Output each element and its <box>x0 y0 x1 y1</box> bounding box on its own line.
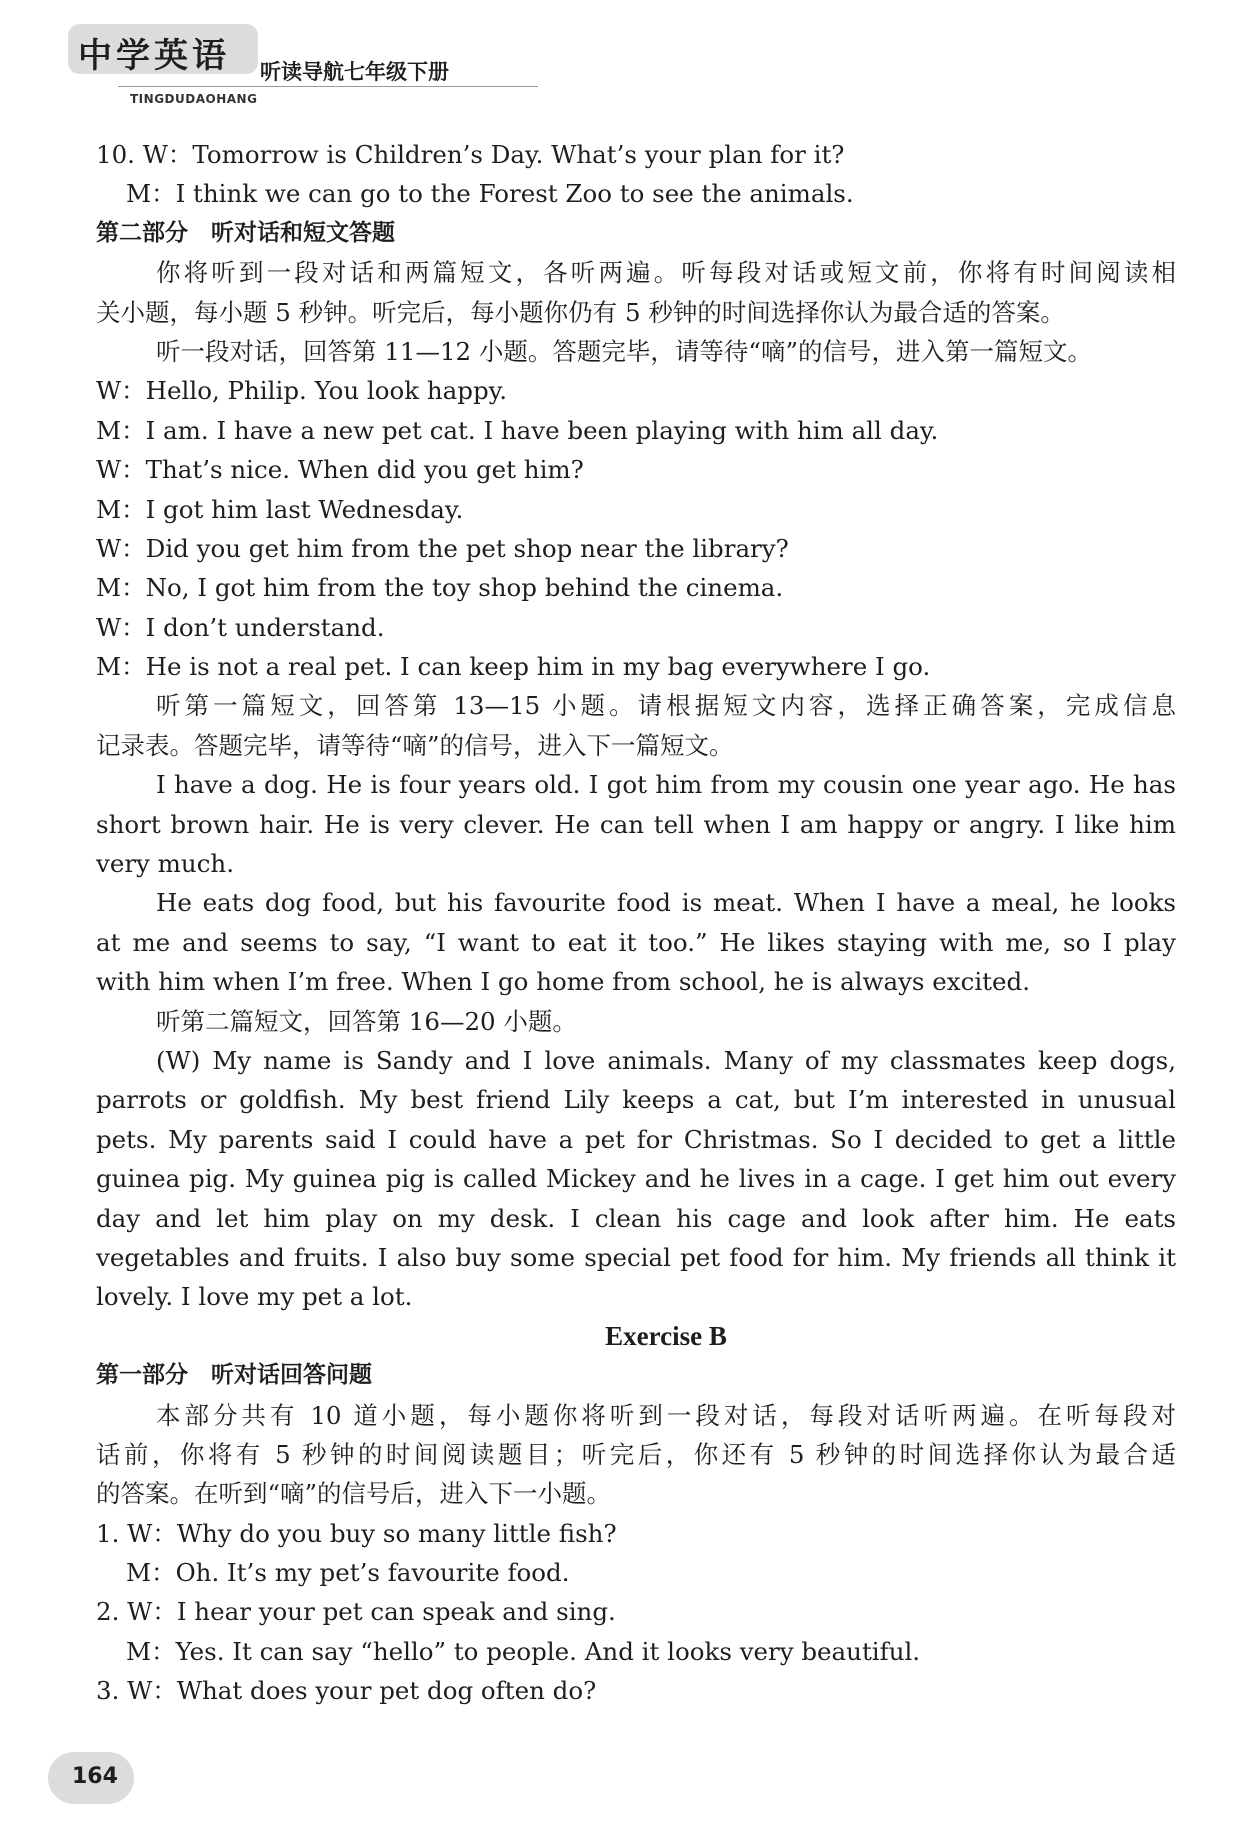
header-pinyin: TINGDUDAOHANG <box>130 92 258 106</box>
text-line: lovely. I love my pet a lot. <box>96 1282 413 1312</box>
text-line: 你将听到一段对话和两篇短文，各听两遍。听每段对话或短文前，你将有时间阅读相 <box>156 258 1176 288</box>
dialogue-line: M：Oh. It’s my pet’s favourite food. <box>126 1558 570 1588</box>
text-line: 本部分共有 10 道小题，每小题你将听到一段对话，每段对话听两遍。在听每段对 <box>156 1400 1176 1430</box>
text-line: with him when I’m free. When I go home from school, he is always excited. <box>96 967 1030 997</box>
page-number-badge <box>48 1752 134 1804</box>
dialogue-line: M：No, I got him from the toy shop behind the cinema. <box>96 573 784 603</box>
text-line: 话前，你将有 5 秒钟的时间阅读题目；听完后，你还有 5 秒钟的时间选择你认为最合适 <box>96 1439 1176 1469</box>
text-line: 10. W：Tomorrow is Children’s Day. What’s your plan for it? <box>96 140 845 169</box>
book-subtitle: 听读导航七年级下册 <box>260 60 449 84</box>
text-line: 听一段对话，回答第 11—12 小题。答题完毕，请等待“嘀”的信号，进入第一篇短文。 <box>156 336 1092 366</box>
brand-title: 中学英语 <box>78 36 230 76</box>
brand-badge <box>68 24 258 74</box>
text-line: I have a dog. He is four years old. I got him from my cousin one year ago. He has <box>156 770 1176 800</box>
dialogue-line: W：That’s nice. When did you get him? <box>96 455 584 485</box>
text-line: very much. <box>96 849 234 879</box>
dialogue-line: 3. W：What does your pet dog often do? <box>96 1676 597 1706</box>
dialogue-line: M：I am. I have a new pet cat. I have been playing with him all day. <box>96 415 939 445</box>
dialogue-line: 2. W：I hear your pet can speak and sing. <box>96 1597 616 1627</box>
text-line: 关小题，每小题 5 秒钟。听完后，每小题你仍有 5 秒钟的时间选择你认为最合适的答案。 <box>96 297 1065 327</box>
text-line: short brown hair. He is very clever. He can tell when I am happy or angry. I like him <box>96 809 1176 839</box>
text-line: day and let him play on my desk. I clean his cage and look after him. He eats <box>96 1203 1176 1233</box>
dialogue-line: M：I got him last Wednesday. <box>96 494 464 524</box>
dialogue-line: M：He is not a real pet. I can keep him in my bag everywhere I go. <box>96 652 931 682</box>
page-body <box>96 135 1176 1711</box>
text-line: at me and seems to say, “I want to eat it too.” He likes staying with me, so I play <box>96 927 1176 957</box>
text-line: 听第二篇短文，回答第 16—20 小题。 <box>156 1006 577 1036</box>
text-line: vegetables and fruits. I also buy some special pet food for him. My friends all think it <box>96 1242 1176 1272</box>
text-line: parrots or goldfish. My best friend Lily keeps a cat, but I’m interested in unusual <box>96 1085 1176 1115</box>
text-line: (W) My name is Sandy and I love animals. Many of my classmates keep dogs, <box>156 1045 1176 1075</box>
text-line: He eats dog food, but his favourite food is meat. When I have a meal, he looks <box>156 888 1176 918</box>
text-line: 的答案。在听到“嘀”的信号后，进入下一小题。 <box>96 1479 612 1509</box>
dialogue-line: M：Yes. It can say “hello” to people. And it looks very beautiful. <box>126 1636 921 1666</box>
section-heading: 第二部分 听对话和短文答题 <box>96 219 395 246</box>
dialogue-line: W：Did you get him from the pet shop near the library? <box>96 533 789 563</box>
dialogue-line: 1. W：Why do you buy so many little fish? <box>96 1518 617 1548</box>
text-line: guinea pig. My guinea pig is called Mickey and he lives in a cage. I get him out every <box>96 1164 1176 1194</box>
header-rule <box>118 86 538 87</box>
section-heading: 第一部分 听对话回答问题 <box>96 1362 372 1389</box>
text-line: 记录表。答题完毕，请等待“嘀”的信号，进入下一篇短文。 <box>96 730 734 760</box>
exercise-title: Exercise B <box>605 1320 727 1351</box>
dialogue-line: W：Hello, Philip. You look happy. <box>96 376 508 406</box>
running-header <box>68 24 588 114</box>
text-line: M：I think we can go to the Forest Zoo to see the animals. <box>126 179 854 209</box>
text-line: 听第一篇短文，回答第 13—15 小题。请根据短文内容，选择正确答案，完成信息 <box>156 691 1176 721</box>
dialogue-line: W：I don’t understand. <box>96 612 385 642</box>
page-number: 164 <box>72 1764 118 1789</box>
text-line: pets. My parents said I could have a pet for Christmas. So I decided to get a little <box>96 1124 1176 1154</box>
